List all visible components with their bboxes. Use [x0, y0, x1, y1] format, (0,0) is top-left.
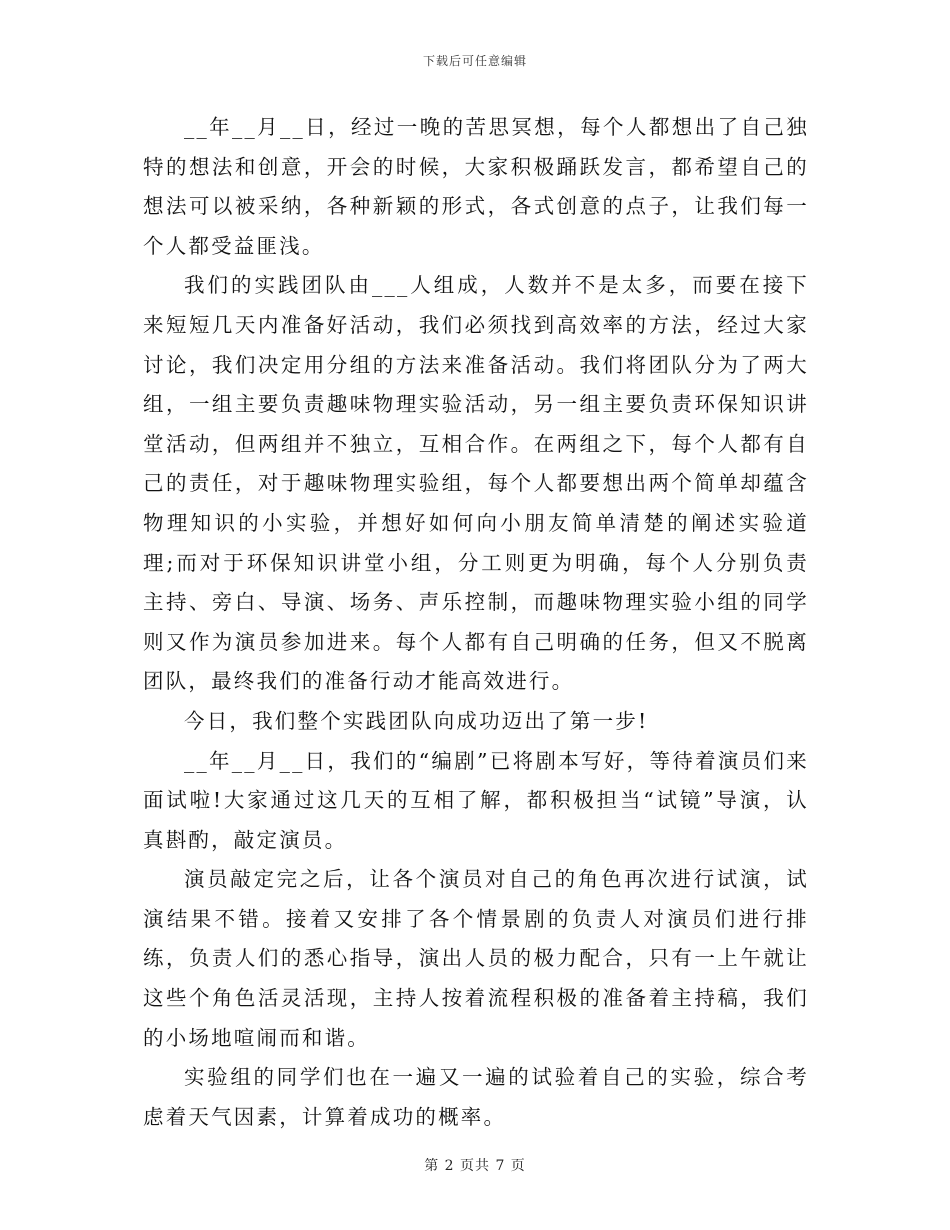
page-header: 下载后可任意编辑: [422, 54, 527, 68]
paragraph-3: 今日，我们整个实践团队向成功迈出了第一步!: [184, 708, 649, 733]
paragraph-1: __年__月__日，经过一晚的苦思冥想，每个人都想出了自己独特的想法和创意，开会的时候，大家积极踊跃发言，都希望自己的想法可以被采纳，各种新颖的形式，各式创意的点子，让我们每一个人都受益匪浅。: [143, 115, 809, 258]
paragraph-4: __年__月__日，我们的“编剧”已将剧本写好，等待着演员们来面试啦!大家通过这几天的互相了解，都积极担当“试镜”导演，认真斟酌，敲定演员。: [143, 748, 809, 852]
page-footer: 第 2 页共 7 页: [424, 1158, 526, 1174]
paragraph-6: 实验组的同学们也在一遍又一遍的试验着自己的实验，综合考虑着天气因素，计算着成功的概率。: [143, 1065, 809, 1129]
paragraph-5: 演员敲定完之后，让各个演员对自己的角色再次进行试演，试演结果不错。接着又安排了各个情景剧的负责人对演员们进行排练，负责人们的悉心指导，演出人员的极力配合，只有一上午就让这些个角色活灵活现，主持人按着流程积极的准备着主持稿，我们的小场地喧闹而和谐。: [143, 867, 809, 1050]
paragraph-2: 我们的实践团队由___人组成，人数并不是太多，而要在接下来短短几天内准备好活动，我们必须找到高效率的方法，经过大家讨论，我们决定用分组的方法来准备活动。我们将团队分为了两大组，一组主要负责趣味物理实验活动，另一组主要负责环保知识讲堂活动，但两组并不独立，互相合作。在两组之下，每个人都有自己的责任，对于趣味物理实验组，每个人都要想出两个简单却蕴含物理知识的小实验，并想好如何向小朋友简单清楚的阐述实验道理;而对于环保知识讲堂小组，分工则更为明确，每个人分别负责主持、旁白、导演、场务、声乐控制，而趣味物理实验小组的同学则又作为演员参加进来。每个人都有自己明确的任务，但又不脱离团队，最终我们的准备行动才能高效进行。: [143, 273, 809, 694]
document-body: [143, 108, 809, 1137]
